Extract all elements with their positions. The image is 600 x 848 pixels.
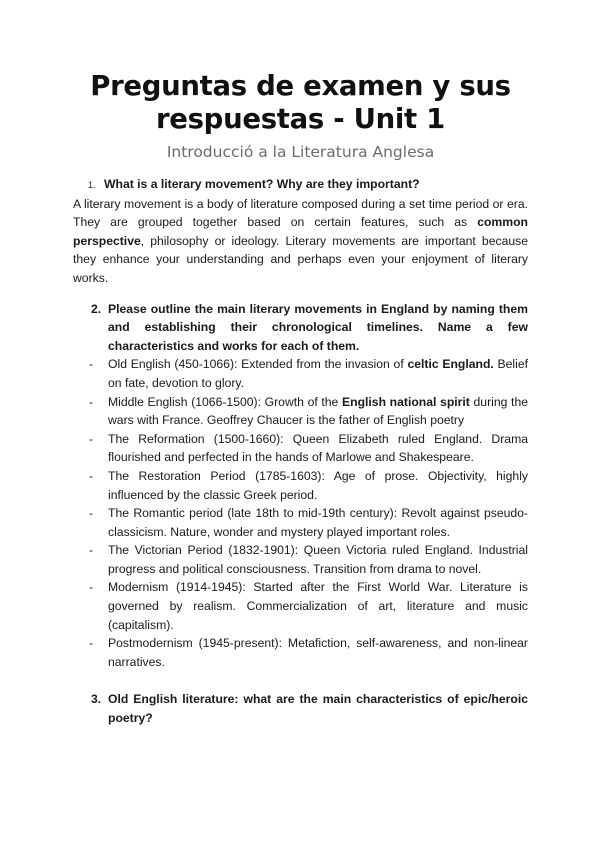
list-item-text: Postmodernism (1945-present): Metafiction, self-awareness, and non-linear narratives. <box>108 636 528 669</box>
document-page <box>73 70 528 728</box>
list-item <box>73 430 528 467</box>
question-2 <box>73 300 528 356</box>
answer-1-text-b: , philosophy or ideology. Literary movements are important because they enhance your understanding and perhaps even your enjoyment of literary works. <box>73 233 528 285</box>
list-item <box>73 355 528 392</box>
question-2-number: 2. <box>91 301 102 316</box>
answer-1-bold: common perspective <box>73 215 528 248</box>
list-item-text: during the wars with France. Geoffrey Chaucer is the father of English poetry <box>108 394 528 428</box>
list-dash: - <box>89 580 94 595</box>
title-line-2: respuestas - Unit 1 <box>156 103 445 135</box>
document-subtitle: Introducció a la Literatura Anglesa <box>166 143 435 161</box>
list-dash: - <box>89 468 94 483</box>
list-item-text: Middle English (1066-1500): Growth of the <box>108 394 342 409</box>
question-1 <box>73 175 528 195</box>
list-item-text: Belief on fate, devotion to glory. <box>108 357 529 390</box>
list-item <box>73 393 528 430</box>
answer-1-text-a: A literary movement is a body of literature composed during a set time period or era. They are grouped together based on certain features, such as <box>73 196 528 230</box>
list-dash: - <box>89 506 94 521</box>
movement-list <box>73 355 528 671</box>
document-title <box>73 70 528 136</box>
question-2-text: Please outline the main literary movements in England by naming them and establishing their chronological timelines. Name a few characteristics and works for each of them. <box>108 301 528 353</box>
list-dash: - <box>89 636 94 651</box>
answer-1 <box>73 195 528 288</box>
list-item <box>73 504 528 541</box>
list-item <box>73 578 528 634</box>
list-item <box>73 541 528 578</box>
title-line-1: Preguntas de examen y sus <box>90 70 511 102</box>
question-3-number: 3. <box>91 692 102 707</box>
list-dash: - <box>89 357 94 372</box>
list-item-bold: celtic England. <box>407 357 494 372</box>
list-item-text: The Victorian Period (1832-1901): Queen Victoria ruled England. Industrial progress and political consciousness. Transition from drama to novel. <box>108 543 528 576</box>
list-item-text: The Restoration Period (1785-1603): Age of prose. Objectivity, highly influenced by the classic Greek period. <box>108 468 528 502</box>
list-item-text: The Romantic period (late 18th to mid-19th century): Revolt against pseudo-classicism. Nature, wonder and mystery played important roles. <box>108 506 528 539</box>
question-1-text: What is a literary movement? Why are they important? <box>104 177 420 191</box>
question-3 <box>73 690 528 727</box>
list-dash: - <box>89 431 94 446</box>
list-item <box>73 634 528 671</box>
question-3-text: Old English literature: what are the main characteristics of epic/heroic poetry? <box>108 692 528 726</box>
list-item-text: Modernism (1914-1945): Started after the First World War. Literature is governed by realism. Commercialization of art, literature and music (capitalism). <box>108 580 528 632</box>
list-item-text: Old English (450-1066): Extended from the invasion of <box>108 357 408 372</box>
question-1-number: 1. <box>88 180 96 190</box>
list-dash: - <box>89 394 94 409</box>
list-dash: - <box>89 543 94 558</box>
list-item-bold: English national spirit <box>342 394 470 409</box>
list-item <box>73 467 528 504</box>
list-item-text: The Reformation (1500-1660): Queen Elizabeth ruled England. Drama flourished and perfected in the hands of Marlowe and Shakespeare. <box>108 431 528 465</box>
